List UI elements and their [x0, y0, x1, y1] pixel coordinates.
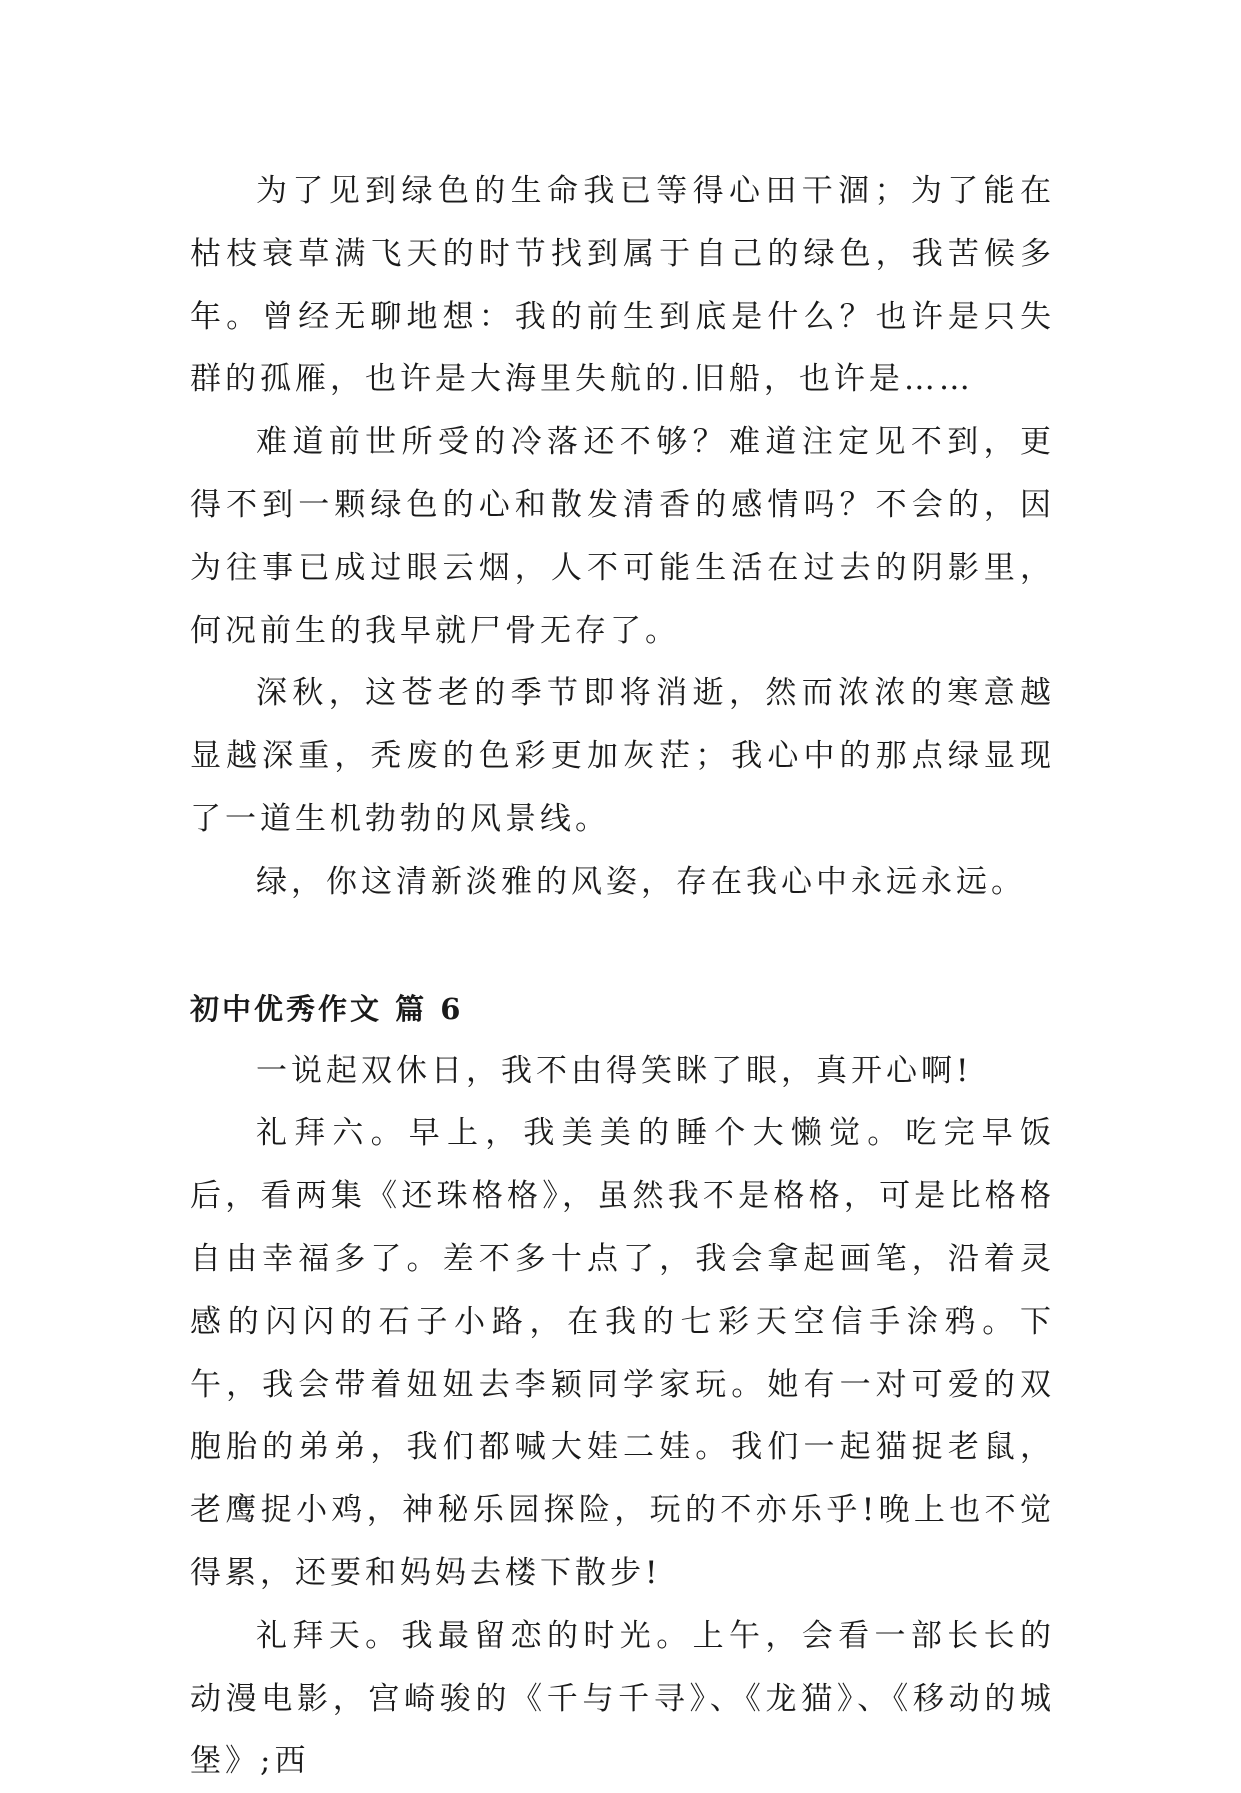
document-body: [190, 160, 1055, 1793]
paragraph: 深秋，这苍老的季节即将消逝，然而浓浓的寒意越显越深重，秃废的色彩更加灰茫；我心中的那点绿显现了一道生机勃勃的风景线。: [190, 675, 1055, 837]
paragraph: 一说起双休日，我不由得笑眯了眼，真开心啊!: [256, 1052, 973, 1089]
paragraph: 难道前世所受的冷落还不够？难道注定见不到，更得不到一颗绿色的心和散发清香的感情吗？不会的，因为往事已成过眼云烟，人不可能生活在过去的阴影里，何况前生的我早就尸骨无存了。: [190, 424, 1055, 649]
section-heading: 初中优秀作文 篇 6: [190, 991, 464, 1026]
paragraph: 绿，你这清新淡雅的风姿，存在我心中永远永远。: [256, 863, 1026, 900]
paragraph: 礼拜天。我最留恋的时光。上午，会看一部长长的动漫电影，宫崎骏的《千与千寻》、《龙猫》、《移动的城堡》;西: [190, 1617, 1055, 1780]
paragraph: 为了见到绿色的生命我已等得心田干涸；为了能在枯枝衰草满飞天的时节找到属于自己的绿色，我苦候多年。曾经无聊地想：我的前生到底是什么？也许是只失群的孤雁，也许是大海里失航的.旧船，也许是……: [190, 173, 1055, 398]
paragraph: 礼拜六。早上，我美美的睡个大懒觉。吃完早饭后，看两集《还珠格格》，虽然我不是格格，可是比格格自由幸福多了。差不多十点了，我会拿起画笔，沿着灵感的闪闪的石子小路，在我的七彩天空信手涂鸦。下午，我会带着妞妞去李颖同学家玩。她有一对可爱的双胞胎的弟弟，我们都喊大娃二娃。我们一起猫捉老鼠，老鹰捉小鸡，神秘乐园探险，玩的不亦乐乎!晚上也不觉得累，还要和妈妈去楼下散步!: [190, 1115, 1055, 1591]
